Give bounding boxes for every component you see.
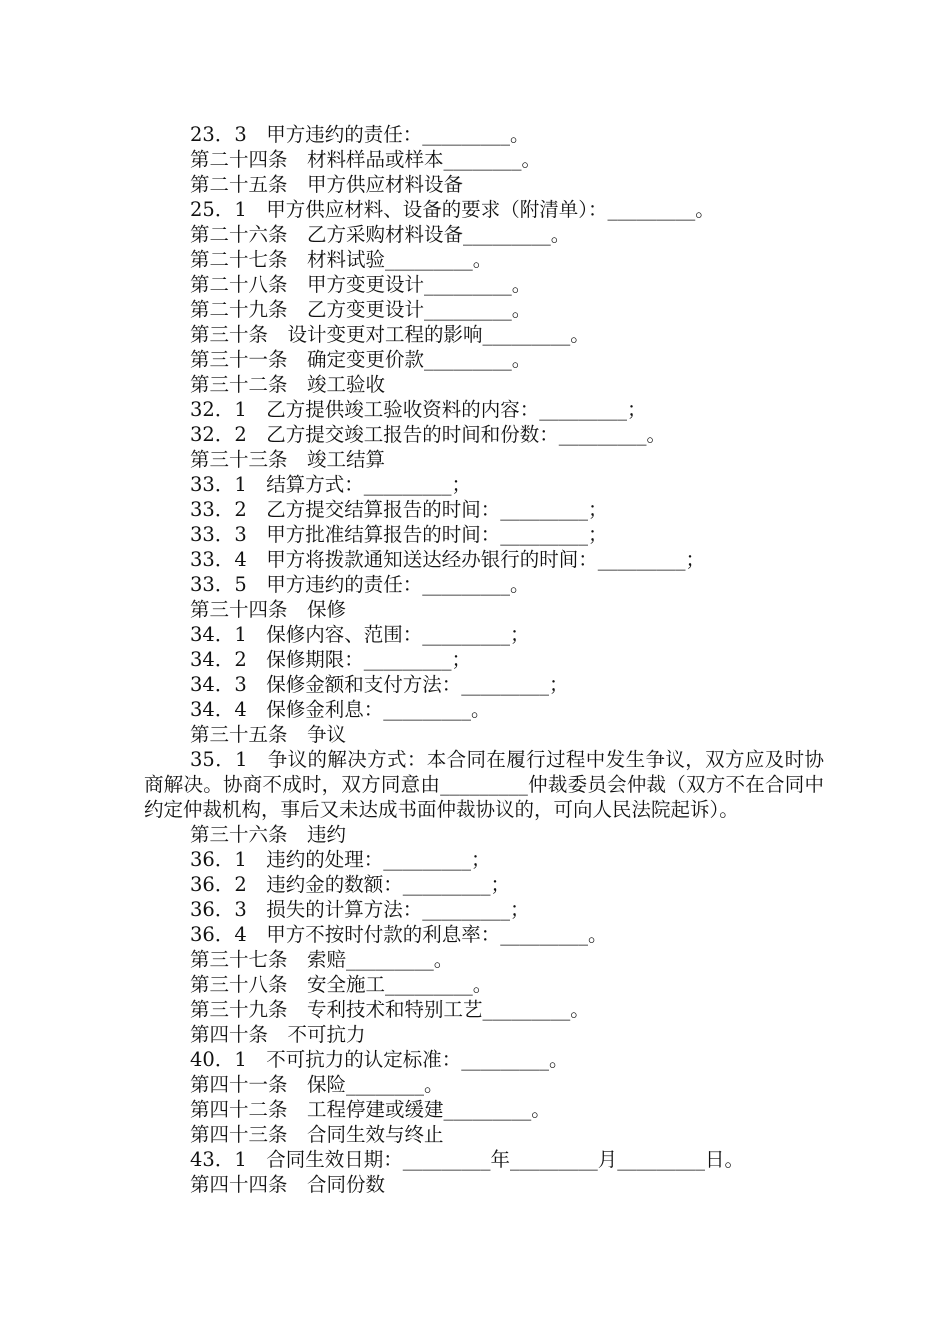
clause-34-4: 34．4 保修金利息：_________。	[190, 698, 491, 721]
clause-33-2: 33．2 乙方提交结算报告的时间：_________；	[190, 498, 608, 521]
article-27: 第二十七条 材料试验_________。	[190, 248, 493, 271]
clause-25-1: 25．1 甲方供应材料、设备的要求（附清单）：_________。	[190, 198, 715, 221]
article-42: 第四十二条 工程停建或缓建_________。	[190, 1098, 551, 1121]
clause-36-1: 36．1 违约的处理：_________；	[190, 848, 491, 871]
article-37: 第三十七条 索赔_________。	[190, 948, 454, 971]
clause-36-4: 36．4 甲方不按时付款的利息率：_________。	[190, 923, 608, 946]
article-26: 第二十六条 乙方采购材料设备_________。	[190, 223, 571, 246]
article-34: 第三十四条 保修	[190, 598, 347, 621]
article-31: 第三十一条 确定变更价款_________。	[190, 348, 532, 371]
clause-34-3: 34．3 保修金额和支付方法：_________；	[190, 673, 569, 696]
clause-36-2: 36．2 违约金的数额：_________；	[190, 873, 510, 896]
contract-body	[144, 122, 824, 1197]
article-33: 第三十三条 竣工结算	[190, 448, 386, 471]
clause-34-1: 34．1 保修内容、范围：_________；	[190, 623, 530, 646]
clause-23-3: 23．3 甲方违约的责任：_________。	[190, 123, 530, 146]
clause-34-2: 34．2 保修期限：_________；	[190, 648, 471, 671]
clause-32-1: 32．1 乙方提供竣工验收资料的内容：_________；	[190, 398, 647, 421]
article-40: 第四十条 不可抗力	[190, 1023, 366, 1046]
article-43: 第四十三条 合同生效与终止	[190, 1123, 444, 1146]
article-39: 第三十九条 专利技术和特别工艺_________。	[190, 998, 590, 1021]
article-41: 第四十一条 保险________。	[190, 1073, 444, 1096]
clause-35-1-paragraph: 35．1 争议的解决方式：本合同在履行过程中发生争议，双方应及时协商解决。协商不成时，双方同意由_________仲裁委员会仲裁（双方不在合同中约定仲裁机构，事后又未达成书面仲裁协议的，可向人民法院起诉）。	[144, 748, 824, 821]
clause-33-3: 33．3 甲方批准结算报告的时间：_________；	[190, 523, 608, 546]
clause-33-4: 33．4 甲方将拨款通知送达经办银行的时间：_________；	[190, 548, 705, 571]
article-44: 第四十四条 合同份数	[190, 1173, 386, 1196]
article-29: 第二十九条 乙方变更设计_________。	[190, 298, 532, 321]
article-25: 第二十五条 甲方供应材料设备	[190, 173, 464, 196]
article-35: 第三十五条 争议	[190, 723, 347, 746]
article-30: 第三十条 设计变更对工程的影响_________。	[190, 323, 590, 346]
clause-33-5: 33．5 甲方违约的责任：_________。	[190, 573, 530, 596]
clause-36-3: 36．3 损失的计算方法：_________；	[190, 898, 530, 921]
article-38: 第三十八条 安全施工_________。	[190, 973, 493, 996]
article-28: 第二十八条 甲方变更设计_________。	[190, 273, 532, 296]
clause-32-2: 32．2 乙方提交竣工报告的时间和份数：_________。	[190, 423, 666, 446]
clause-33-1: 33．1 结算方式：_________；	[190, 473, 471, 496]
article-32: 第三十二条 竣工验收	[190, 373, 386, 396]
clause-40-1: 40．1 不可抗力的认定标准：_________。	[190, 1048, 569, 1071]
article-36: 第三十六条 违约	[190, 823, 347, 846]
article-24: 第二十四条 材料样品或样本________。	[190, 148, 542, 171]
clause-43-1: 43．1 合同生效日期：_________年_________月_________日。	[190, 1148, 744, 1171]
